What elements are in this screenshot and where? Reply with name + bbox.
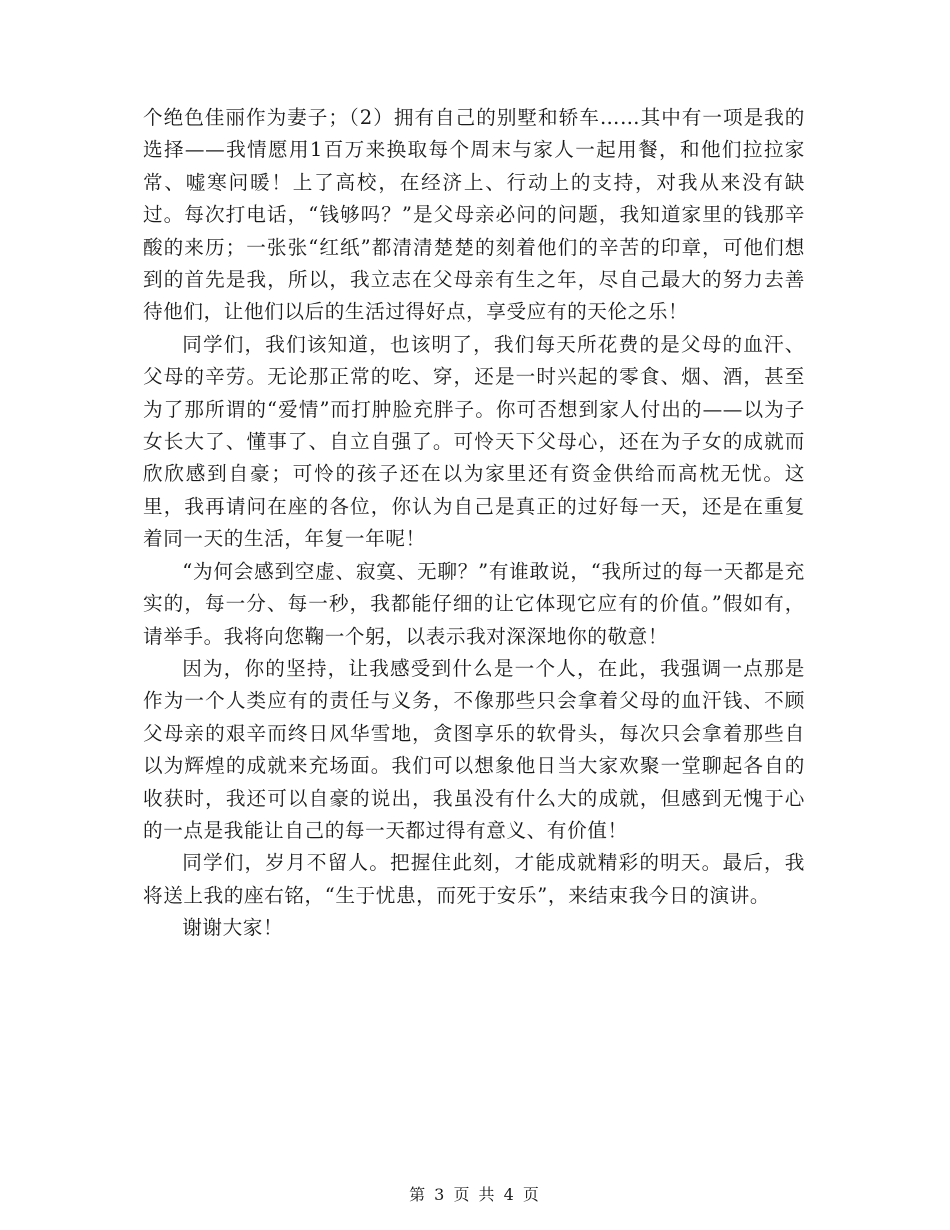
paragraph-6: 谢谢大家！ [182, 916, 284, 940]
paragraph-1: 个绝色佳丽作为妻子；（2）拥有自己的别墅和轿车……其中有一项是我的选择——我情愿用1百万来换取每个周末与家人一起用餐，和他们拉拉家常、嘘寒问暖！上了高校，在经济上、行动上的支持，对我从来没有缺过。每次打电话，“钱够吗？”是父母亲必问的问题，我知道家里的钱那辛酸的来历；一张张“红纸”都清清楚楚的刻着他们的辛苦的印章，可他们想到的首先是我，所以，我立志在父母亲有生之年，尽自己最大的努力去善待他们，让他们以后的生活过得好点，享受应有的天伦之乐！ [143, 106, 805, 324]
page-number-footer: 第 3 页 共 4 页 [409, 1185, 541, 1204]
paragraph-2: 同学们，我们该知道，也该明了，我们每天所花费的是父母的血汗、父母的辛劳。无论那正常的吃、穿，还是一时兴起的零食、烟、酒，甚至为了那所谓的“爱情”而打肿脸充胖子。你可否想到家人付出的——以为子女长大了、懂事了、自立自强了。可怜天下父母心，还在为子女的成就而欣欣感到自豪；可怜的孩子还在以为家里还有资金供给而高枕无忧。这里，我再请问在座的各位，你认为自己是真正的过好每一天，还是在重复着同一天的生活，年复一年呢！ [143, 332, 805, 551]
paragraph-3: “为何会感到空虚、寂寞、无聊？”有谁敢说，“我所过的每一天都是充实的，每一分、每一秒，我都能仔细的让它体现它应有的价值。”假如有，请举手。我将向您鞠一个躬，以表示我对深深地你的敬意！ [143, 559, 805, 648]
document-body [143, 102, 805, 945]
paragraph-5: 同学们，岁月不留人。把握住此刻，才能成就精彩的明天。最后，我将送上我的座右铭，“生于忧患，而死于安乐”，来结束我今日的演讲。 [143, 851, 805, 907]
paragraph-4: 因为，你的坚持，让我感受到什么是一个人，在此，我强调一点那是作为一个人类应有的责任与义务，不像那些只会拿着父母的血汗钱、不顾父母亲的艰辛而终日风华雪地，贪图享乐的软骨头，每次只会拿着那些自以为辉煌的成就来充场面。我们可以想象他日当大家欢聚一堂聊起各自的收获时，我还可以自豪的说出，我虽没有什么大的成就，但感到无愧于心的一点是我能让自己的每一天都过得有意义、有价值！ [143, 656, 805, 842]
